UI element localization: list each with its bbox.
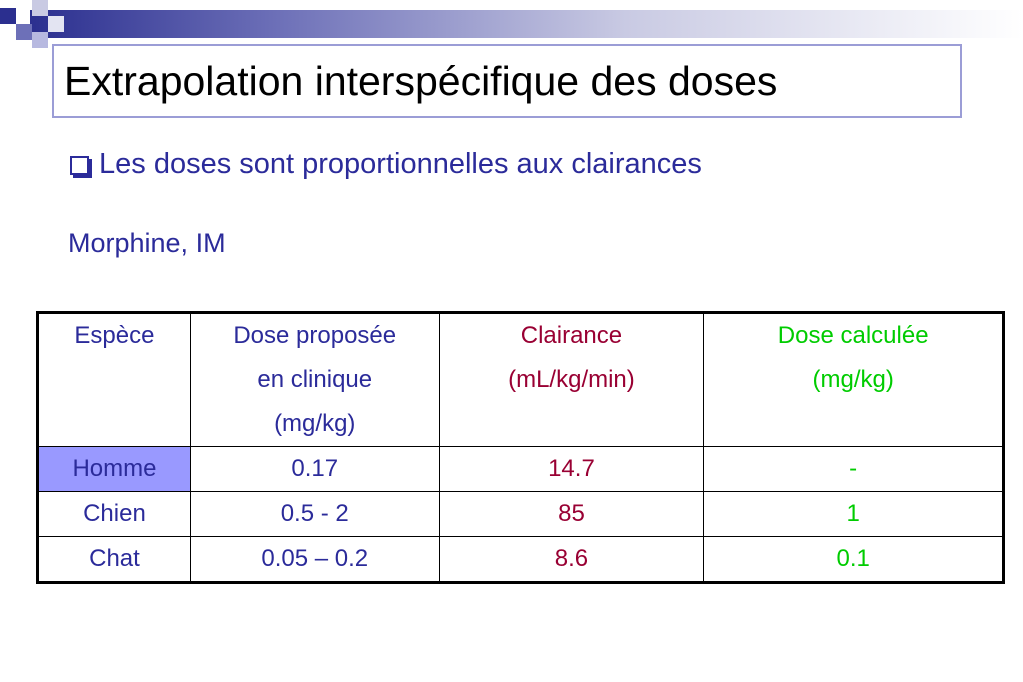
decor-square-2 — [16, 24, 32, 40]
cell-dose-calculee: 0.1 — [704, 537, 1004, 583]
cell-clairance: 8.6 — [439, 537, 704, 583]
checkbox-bullet-icon — [70, 156, 89, 175]
table-row — [38, 492, 1004, 537]
cell-species: Chat — [38, 537, 191, 583]
cell-clairance: 85 — [439, 492, 704, 537]
subtitle: Morphine, IM — [68, 228, 226, 258]
cell-dose-clinique: 0.17 — [190, 447, 439, 492]
cell-dose-calculee: 1 — [704, 492, 1004, 537]
cell-species: Chien — [38, 492, 191, 537]
decor-square-5 — [48, 16, 64, 32]
table-header-row — [38, 313, 1004, 447]
header-dose-proposee: Dose proposée en clinique (mg/kg) — [190, 313, 439, 447]
header-espece: Espèce — [38, 313, 191, 447]
bullet-text: Les doses sont proportionnelles aux clairances — [99, 148, 702, 180]
cell-dose-clinique: 0.5 - 2 — [190, 492, 439, 537]
header-clairance: Clairance (mL/kg/min) — [439, 313, 704, 447]
dose-table — [36, 311, 1005, 584]
cell-clairance: 14.7 — [439, 447, 704, 492]
slide-title: Extrapolation interspécifique des doses — [64, 58, 778, 104]
cell-dose-clinique: 0.05 – 0.2 — [190, 537, 439, 583]
decor-square-4 — [32, 32, 48, 48]
title-box — [52, 44, 962, 118]
decor-square-3 — [32, 0, 48, 16]
cell-species: Homme — [38, 447, 191, 492]
table-row — [38, 447, 1004, 492]
cell-dose-calculee: - — [704, 447, 1004, 492]
header-gradient-bar — [30, 10, 1023, 38]
decor-square-1 — [0, 8, 16, 24]
header-dose-calculee: Dose calculée (mg/kg) — [704, 313, 1004, 447]
bullet-line — [70, 148, 702, 181]
table-row — [38, 537, 1004, 583]
